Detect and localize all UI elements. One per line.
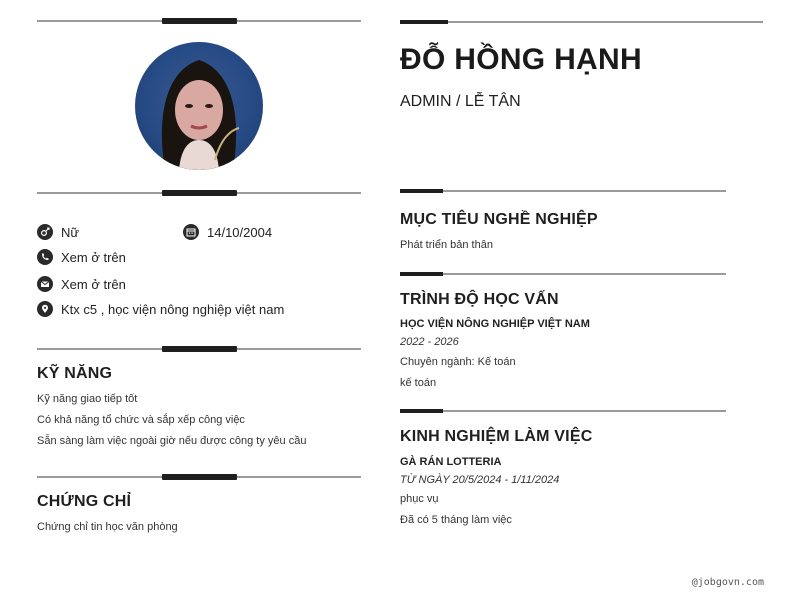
experience-title: KINH NGHIỆM LÀM VIỆC — [400, 428, 593, 445]
gender-row — [37, 224, 79, 240]
education-divider — [400, 273, 726, 275]
experience-company: GÀ RÁN LOTTERIA — [400, 456, 502, 468]
candidate-role: ADMIN / LỄ TÂN — [400, 93, 521, 110]
watermark: @jobgovn.com — [691, 577, 764, 588]
top-left-divider — [37, 20, 361, 22]
education-school: HỌC VIỆN NÔNG NGHIỆP VIỆT NAM — [400, 318, 590, 330]
gender-value: Nữ — [61, 224, 80, 240]
top-right-divider — [400, 21, 763, 23]
address-row — [37, 301, 284, 317]
birthdate-row — [183, 224, 272, 240]
email-icon — [37, 276, 53, 292]
email-value: Xem ở trên — [61, 276, 126, 292]
calendar-icon — [183, 224, 199, 240]
phone-value: Xem ở trên — [61, 249, 126, 265]
email-row — [37, 276, 126, 292]
location-pin-icon — [37, 301, 53, 317]
education-title: TRÌNH ĐỘ HỌC VẤN — [400, 291, 559, 308]
address-value: Ktx c5 , học viện nông nghiệp việt nam — [61, 301, 285, 317]
education-period: 2022 - 2026 — [400, 336, 459, 348]
certificates-divider — [37, 476, 361, 478]
certificate-item: Chứng chỉ tin học văn phòng — [37, 521, 178, 533]
photo-bottom-divider — [37, 192, 361, 194]
profile-photo — [135, 42, 263, 170]
experience-period: TỪ NGÀY 20/5/2024 - 1/11/2024 — [400, 474, 560, 486]
skill-item: Kỹ năng giao tiếp tốt — [37, 393, 138, 405]
skill-item: Sẵn sàng làm việc ngoài giờ nếu được công ty yêu cầu — [37, 435, 307, 447]
experience-detail: Đã có 5 tháng làm việc — [400, 514, 512, 526]
birthdate-value: 14/10/2004 — [207, 224, 273, 240]
gender-icon — [37, 224, 53, 240]
objective-title: MỤC TIÊU NGHỀ NGHIỆP — [400, 211, 598, 228]
candidate-name: ĐỖ HỒNG HẠNH — [400, 43, 642, 76]
objective-text: Phát triển bản thân — [400, 239, 493, 251]
education-major: Chuyên ngành: Kế toán — [400, 356, 516, 368]
experience-divider — [400, 410, 726, 412]
objective-divider — [400, 190, 726, 192]
skill-item: Có khả năng tổ chức và sắp xếp công việc — [37, 414, 245, 426]
certificates-title: CHỨNG CHỈ — [37, 493, 132, 510]
education-detail: kế toán — [400, 377, 437, 389]
experience-position: phục vụ — [400, 493, 439, 505]
phone-row — [37, 249, 126, 265]
skills-divider — [37, 348, 361, 350]
phone-icon — [37, 249, 53, 265]
skills-title: KỸ NĂNG — [37, 365, 113, 382]
